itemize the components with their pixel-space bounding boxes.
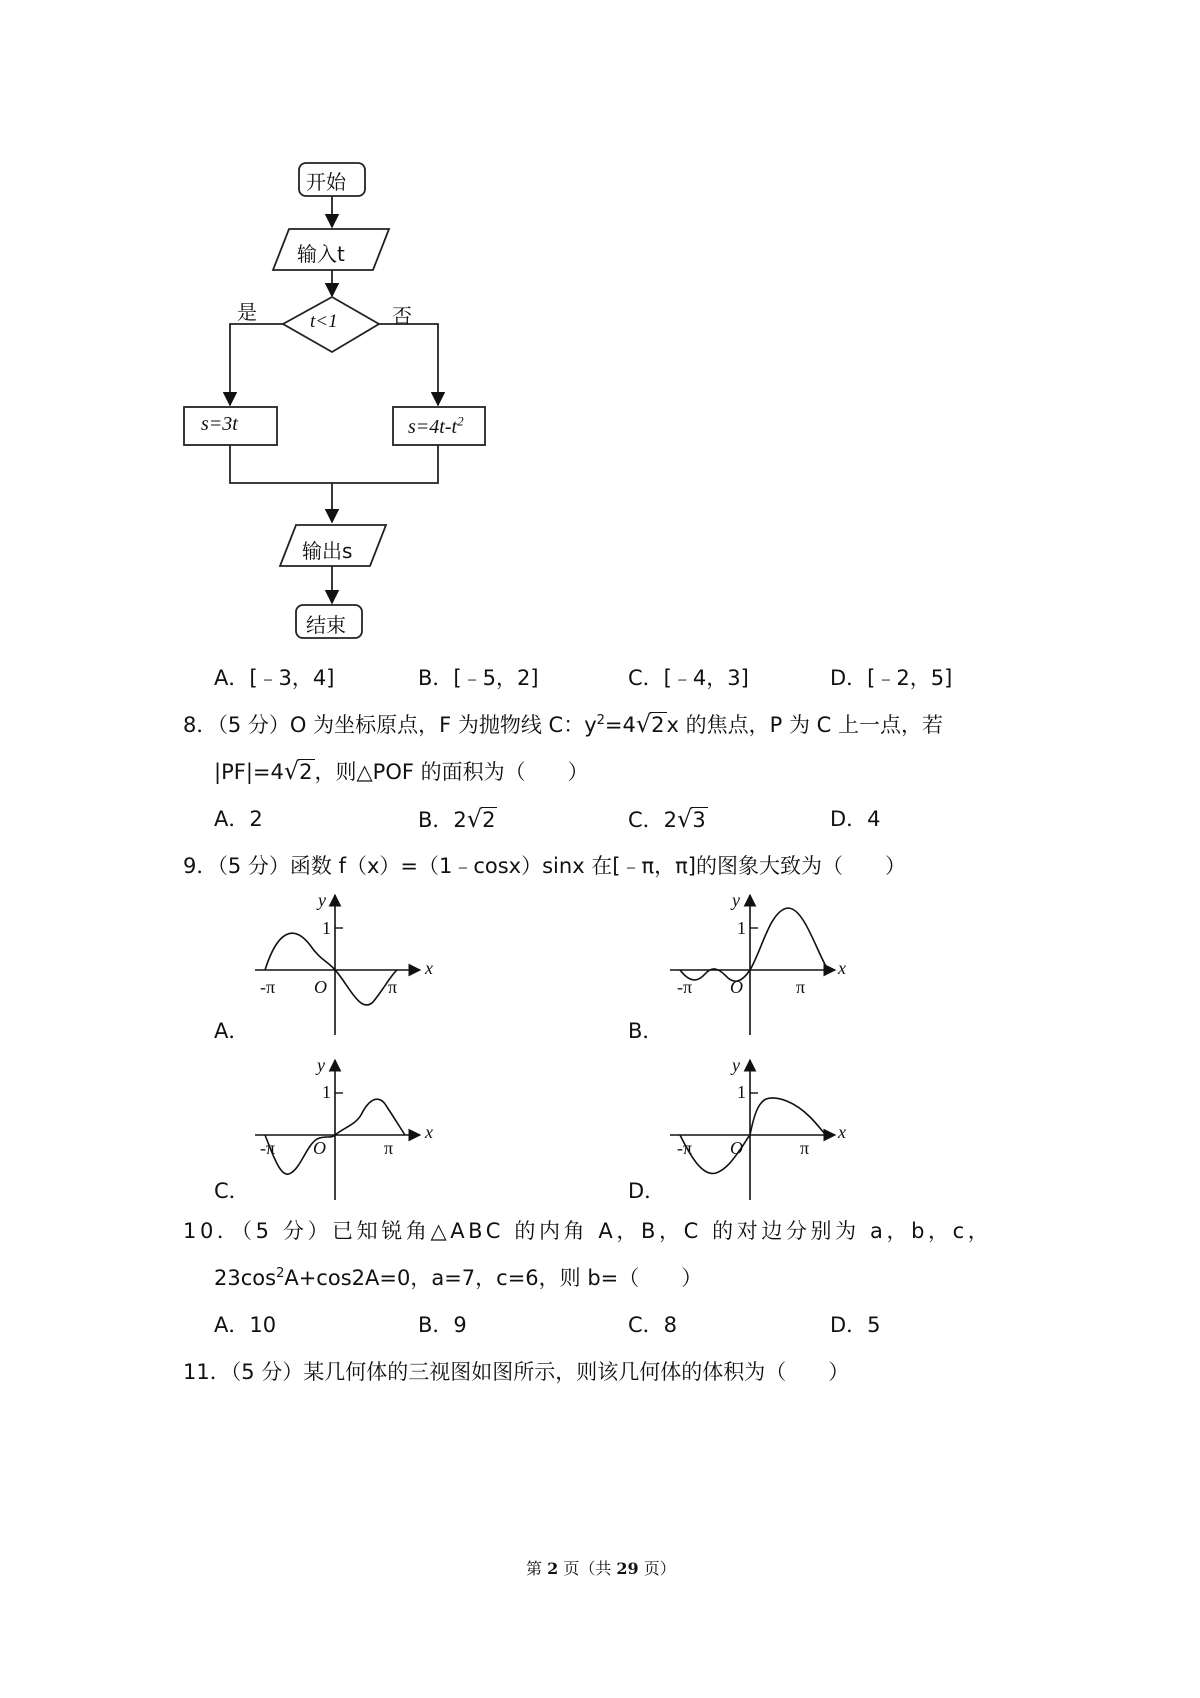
q9b-one-label: 1 — [737, 918, 746, 938]
q9c-y-label: y — [317, 1055, 325, 1075]
q8-stem-line1: 8．（5 分）O 为坐标原点，F 为抛物线 C：$y^2=4√2x$ 的焦点，P 为 C 上一点，若 — [183, 710, 944, 738]
q7-option-a: A．[﹣3，4] — [214, 666, 335, 690]
q8-option-c: C．2√3 — [628, 805, 706, 833]
q9c-pi-label: π — [384, 1138, 394, 1158]
q8-option-a: A．2 — [214, 807, 263, 831]
q9b-y-label: y — [732, 890, 740, 910]
q10-option-c: C．8 — [628, 1313, 678, 1337]
q9a-origin-label: O — [314, 977, 327, 997]
q9d-x-label: x — [838, 1122, 846, 1142]
q9b-negpi-label: -π — [677, 977, 693, 997]
flow-output-label: 输出s — [302, 539, 353, 563]
q7-option-d: D．[﹣2，5] — [830, 666, 953, 690]
q9d-origin-label: O — [730, 1138, 743, 1158]
flow-start-label: 开始 — [306, 170, 346, 194]
q9d-negpi-label: -π — [677, 1138, 693, 1158]
q10-stem-line1: 10．（5 分）已知锐角△ABC 的内角 A，B，C 的对边分别为 a，b，c， — [183, 1219, 993, 1243]
q10-option-b: B．9 — [418, 1313, 467, 1337]
q9b-x-label: x — [838, 958, 846, 978]
flowchart — [0, 0, 1200, 650]
q9a-pi-label: π — [388, 977, 398, 997]
q10-option-d: D．5 — [830, 1313, 881, 1337]
flow-right-process-label: $s=4t-t^2$ — [408, 413, 464, 438]
flow-end-label: 结束 — [306, 613, 346, 637]
q11-stem: 11．（5 分）某几何体的三视图如图所示，则该几何体的体积为（ ） — [183, 1360, 850, 1384]
q9a-one-label: 1 — [322, 918, 331, 938]
q10-stem-line2: $23\cos^2A+\cos 2A=0$，a=7，c=6，则 b=（ ） — [214, 1266, 703, 1290]
q9d-y-label: y — [732, 1055, 740, 1075]
q10-option-a: A．10 — [214, 1313, 277, 1337]
q9-stem: 9．（5 分）函数 f（x）=（1﹣cosx）sinx 在[﹣π，π]的图象大致为（ ） — [183, 854, 906, 878]
q9b-origin-label: O — [730, 977, 743, 997]
q8-option-d: D．4 — [830, 807, 881, 831]
q9-label-a: A． — [214, 1019, 250, 1043]
q9c-negpi-label: -π — [260, 1138, 276, 1158]
q9b-pi-label: π — [796, 977, 806, 997]
q9-label-d: D． — [628, 1179, 666, 1203]
q8-option-b: B．2√2 — [418, 805, 496, 833]
q9-label-c: C． — [214, 1179, 250, 1203]
q9-label-b: B． — [628, 1019, 664, 1043]
q7-option-c: C．[﹣4，3] — [628, 666, 749, 690]
q9c-x-label: x — [425, 1122, 433, 1142]
q9a-y-label: y — [318, 890, 326, 910]
q8-stem-line2: |PF|=4√2，则△POF 的面积为（ ） — [214, 757, 589, 785]
q9d-pi-label: π — [800, 1138, 810, 1158]
q7-option-b: B．[﹣5，2] — [418, 666, 539, 690]
q9c-origin-label: O — [313, 1138, 326, 1158]
flow-input-label: 输入t — [297, 242, 345, 266]
flow-yes-label: 是 — [237, 300, 257, 324]
flow-condition-label: t<1 — [310, 311, 338, 332]
q9a-negpi-label: -π — [260, 977, 276, 997]
q9d-one-label: 1 — [737, 1082, 746, 1102]
q9c-one-label: 1 — [322, 1082, 331, 1102]
page-footer: 第 2 页（共 29 页） — [526, 1559, 676, 1578]
q9a-x-label: x — [425, 958, 433, 978]
flow-no-label: 否 — [392, 304, 412, 328]
flow-left-process-label: s=3t — [201, 413, 238, 435]
